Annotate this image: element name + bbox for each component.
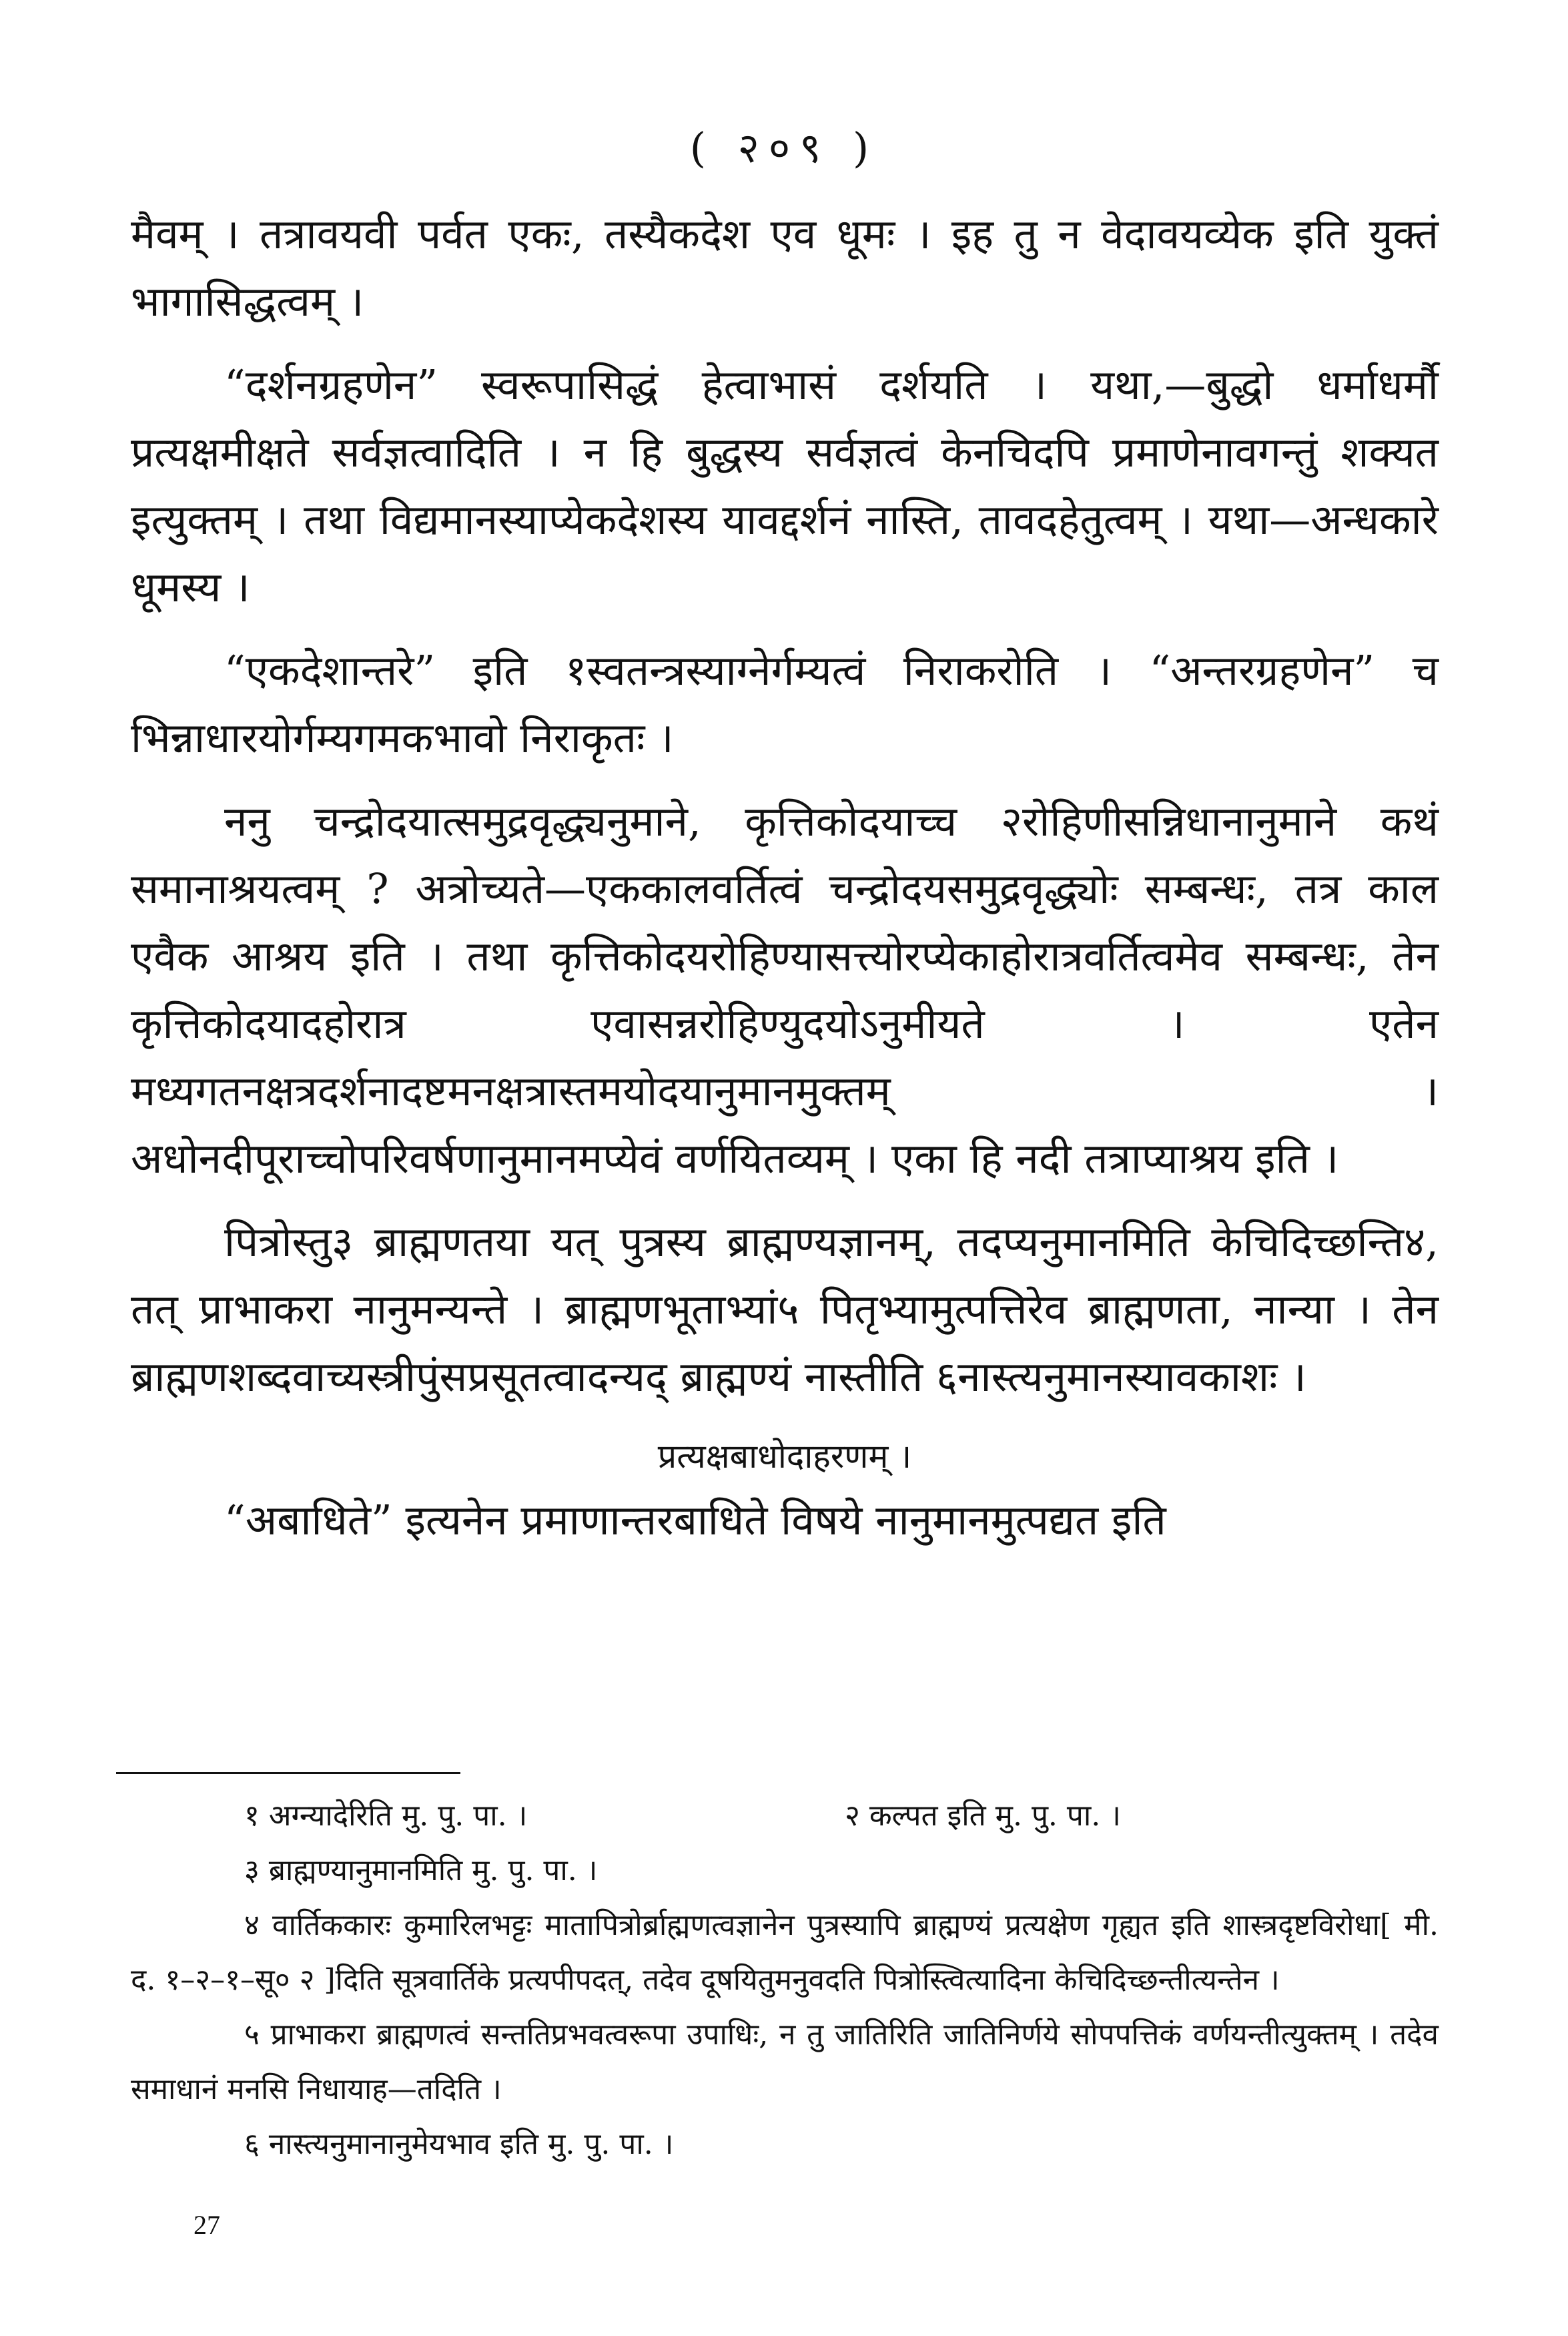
paragraph-6: “अबाधिते” इत्यनेन प्रमाणान्तरबाधिते विषये नानुमानमुत्पद्यत इति	[224, 1496, 1166, 1544]
page-number: ( २०९ )	[689, 123, 879, 172]
footnote-row-1	[131, 1789, 1439, 1843]
footnote-6: ६ नास्त्यनुमानानुमेयभाव इति मु. पु. पा. ।	[244, 2127, 674, 2161]
section-heading: प्रत्यक्षबाधोदाहरणम् ।	[657, 1437, 912, 1476]
footnote-3: ३ ब्राह्मण्यानुमानमिति मु. पु. पा. ।	[244, 1853, 598, 1887]
paragraph-2: “दर्शनग्रहणेन” स्वरूपासिद्धं हेत्वाभासं दर्शयति । यथा,—बुद्धो धर्माधर्मौ प्रत्यक्षमीक्षते सर्वज्ञत्वादिति । न हि बुद्धस्य सर्वज्ञत्वं केनचिदपि प्रमाणेनावगन्तुं शक्यत इत्युक्तम् । तथा विद्यमानस्याप्येकदेशस्य यावद्दर्शनं नास्ति, तावदहेतुत्वम् । यथा—अन्धकारे धूमस्य ।	[131, 360, 1439, 611]
footnote-4: ४ वार्तिककारः कुमारिलभट्टः मातापित्रोर्ब्राह्मणत्वज्ञानेन पुत्रस्यापि ब्राह्मण्यं प्रत्यक्षेण गृह्यत इति शास्त्रदृष्टविरोधा[ मी. द. १–२–१–सू० २ ]दिति सूत्रवार्तिके प्रत्यपीपदत्, तदेव दूषयितुमनुवदति पित्रोस्त्वित्यादिना केचिदिच्छन्तीत्यन्तेन ।	[131, 1908, 1439, 1997]
footnote-1: १ अग्न्यादेरिति मु. पु. पा. ।	[244, 1799, 528, 1833]
footnote-divider	[116, 1772, 460, 1774]
paragraph-4: ननु चन्द्रोदयात्समुद्रवृद्ध्यनुमाने, कृत्तिकोदयाच्च २रोहिणीसन्निधानानुमाने कथं समानाश्रयत्वम् ? अत्रोच्यते—एककालवर्तित्वं चन्द्रोदयसमुद्रवृद्ध्योः सम्बन्धः, तत्र काल एवैक आश्रय इति । तथा कृत्तिकोदयरोहिण्यासत्त्योरप्येकाहोरात्रवर्तित्वमेव सम्बन्धः, तेन कृत्तिकोदयादहोरात्र एवासन्नरोहिण्युदयोऽनुमीयते । एतेन मध्यगतनक्षत्रदर्शनादष्टमनक्षत्रास्तमयोदयानुमानमुक्तम् । अधोनदीपूराच्चोपरिवर्षणानुमानमप्येवं वर्णयितव्यम् । एका हि नदी तत्राप्याश्रय इति ।	[131, 797, 1439, 1183]
footnotes	[131, 1789, 1439, 2172]
signature-number: 27	[193, 2210, 220, 2240]
paragraph-5: पित्रोस्तु३ ब्राह्मणतया यत् पुत्रस्य ब्राह्मण्यज्ञानम्, तदप्यनुमानमिति केचिदिच्छन्ति४, तत् प्राभाकरा नानुमन्यन्ते । ब्राह्मणभूताभ्यां५ पितृभ्यामुत्पत्तिरेव ब्राह्मणता, नान्या । तेन ब्राह्मणशब्दवाच्यस्त्रीपुंसप्रसूतत्वादन्यद् ब्राह्मण्यं नास्तीति ६नास्त्यनुमानस्यावकाशः ।	[131, 1217, 1439, 1401]
main-text	[131, 200, 1439, 1570]
footnote-2: २ कल्पत इति मु. पु. पा. ।	[845, 1799, 1121, 1833]
footnote-5: ५ प्राभाकरा ब्राह्मणत्वं सन्ततिप्रभवत्वरूपा उपाधिः, न तु जातिरिति जातिनिर्णये सोपपत्तिकं वर्णयन्तीत्युक्तम् । तदेव समाधानं मनसि निधायाह—तदिति ।	[131, 2018, 1439, 2106]
paragraph-3: “एकदेशान्तरे” इति १स्वतन्त्रस्याग्नेर्गम्यत्वं निराकरोति । “अन्तरग्रहणेन” च भिन्नाधारयोर्गम्यगमकभावो निराकृतः ।	[131, 646, 1439, 762]
paragraph-1: मैवम् । तत्रावयवी पर्वत एकः, तस्यैकदेश एव धूमः । इह तु न वेदावयव्येक इति युक्तं भागासिद्धत्वम् ।	[131, 210, 1439, 326]
